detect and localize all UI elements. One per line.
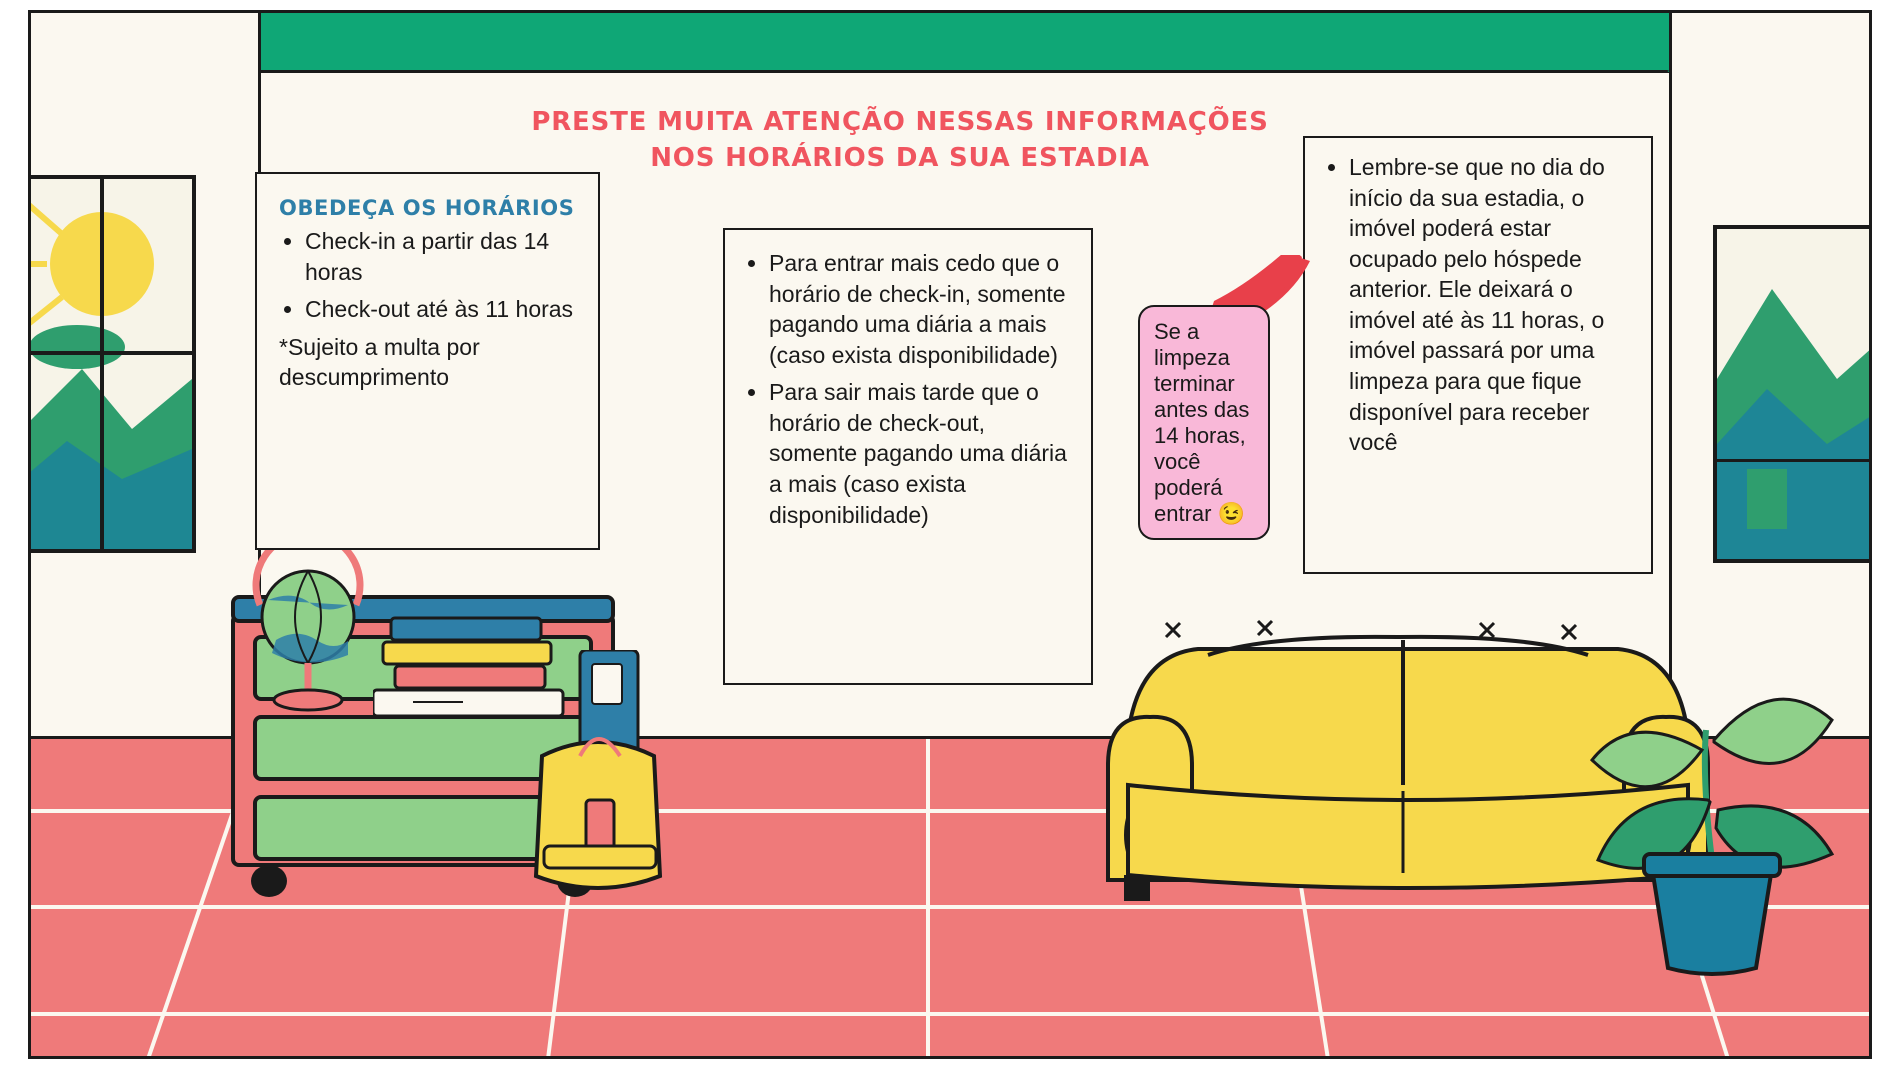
window-right-frame [1713,225,1872,563]
schedule-heading: OBEDEÇA OS HORÁRIOS [279,196,575,220]
wink-emoji-icon: 😉 [1217,500,1246,526]
list-item: • Para entrar mais cedo que o horário de check-in, somente pagando uma diária a mais (caso exista disponibilidade) [769,248,1075,370]
window-left-frame [28,175,196,553]
headline-line-1: PRESTE MUITA ATENÇÃO NESSAS INFORMAÇÕES [531,107,1269,137]
globe-icon [238,545,378,725]
headline-line-2: NOS HORÁRIOS DA SUA ESTADIA [650,142,1150,173]
info-box-previous-guest [1303,136,1653,574]
info-box-early-late [723,228,1093,685]
callout-text: Se a limpeza terminar antes das 14 horas, você poderá entrar [1154,319,1250,526]
callout-cleaning-note [1138,305,1270,540]
info-box-schedule [255,172,600,550]
potted-plant [1582,630,1842,980]
list-item: • Check-in a partir das 14 horas [305,226,578,287]
list-item: • Check-out até às 11 horas [305,294,578,325]
backpack [528,650,668,910]
list-item: • Para sair mais tarde que o horário de check-out, somente pagando uma diária a mais (caso exista disponibilidade) [769,377,1075,530]
ceiling-perspective-lines [28,10,1872,72]
page-title [520,105,1280,177]
previous-guest-bullet-list [1323,152,1633,458]
window-left-view [28,179,192,549]
schedule-note: *Sujeito a multa por descumprimento [279,333,480,391]
list-item: • Lembre-se que no dia do início da sua estadia, o imóvel poderá estar ocupado pelo hóspede anterior. Ele deixará o imóvel até às 11 horas, o imóvel passará por uma limpeza para que fique disponível para receber você [1349,152,1633,458]
early-late-bullet-list [743,248,1075,530]
schedule-bullet-list [279,226,578,325]
window-right-view [1717,229,1872,559]
